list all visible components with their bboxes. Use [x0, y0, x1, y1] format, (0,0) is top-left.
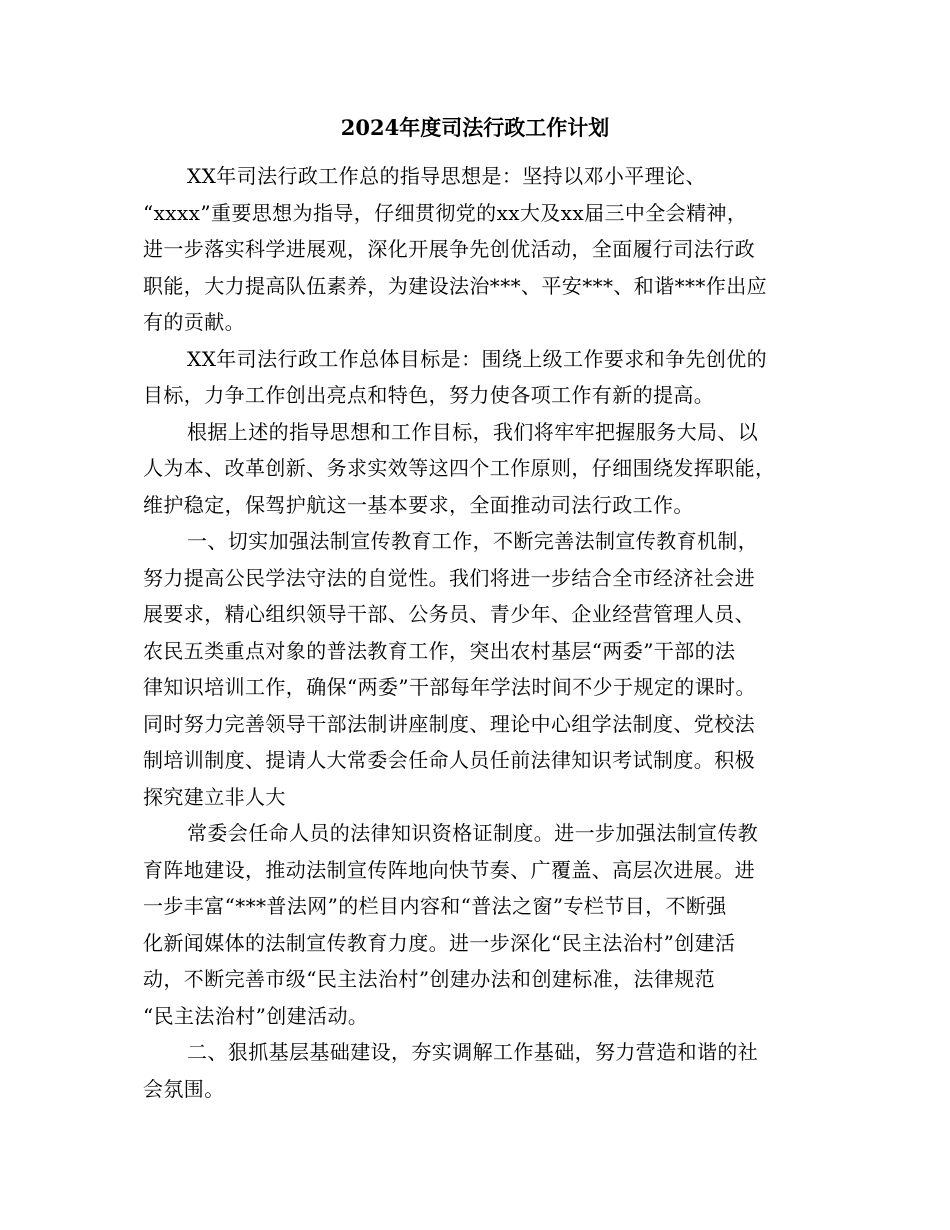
text-line: 职能，大力提高队伍素养，为建设法治***、平安***、和谐***作出应 [143, 273, 767, 298]
text-line: 维护稳定，保驾护航这一基本要求，全面推动司法行政工作。 [143, 492, 694, 517]
text-line: 探究建立非人大 [143, 784, 286, 809]
text-line: XX年司法行政工作总的指导思想是：坚持以邓小平理论、 [187, 164, 706, 188]
paragraph-principles [143, 414, 808, 524]
text-line: 二、狠抓基层基础建设，夯实调解工作基础，努力营造和谐的社 [187, 1040, 759, 1064]
text-line: 同时努力完善领导干部法制讲座制度、理论中心组学法制度、党校法 [143, 711, 755, 736]
text-line: 展要求，精心组织领导干部、公务员、青少年、企业经营管理人员、 [143, 602, 755, 626]
text-line: 农民五类重点对象的普法教育工作，突出农村基层“两委”干部的法 [143, 638, 736, 663]
text-line: 制培训制度、提请人大常委会任命人员任前法律知识考试制度。积极 [143, 748, 755, 772]
document-body [143, 158, 808, 1107]
text-line: 进一步落实科学进展观，深化开展争先创优活动，全面履行司法行政 [143, 237, 755, 261]
text-line: 动，不断完善市级“民主法治村”创建办法和创建标准，法律规范 [143, 967, 716, 991]
text-line: XX年司法行政工作总体目标是：围绕上级工作要求和争先创优的 [187, 346, 768, 371]
text-line: 一、切实加强法制宣传教育工作，不断完善法制宣传教育机制， [187, 529, 759, 553]
text-line: 人为本、改革创新、务求实效等这四个工作原则，仔细围绕发挥职能， [143, 456, 776, 480]
paragraph-overall-goal [143, 341, 808, 414]
paragraph-section-two [143, 1034, 808, 1107]
text-line: 一步丰富“***普法网”的栏目内容和“普法之窗”专栏节目，不断强 [143, 894, 727, 918]
text-line: 常委会任命人员的法律知识资格证制度。进一步加强法制宣传教 [187, 821, 759, 845]
text-line: 育阵地建设，推动法制宣传阵地向快节奏、广覆盖、高层次进展。进 [143, 857, 755, 882]
text-line: “xxxx”重要思想为指导，仔细贯彻党的xx大及xx届三中全会精神， [143, 200, 748, 225]
paragraph-section-one [143, 523, 808, 815]
text-line: 化新闻媒体的法制宣传教育力度。进一步深化“民主法治村”创建活 [143, 930, 736, 955]
text-line: “民主法治村”创建活动。 [143, 1003, 369, 1028]
text-line: 努力提高公民学法守法的自觉性。我们将进一步结合全市经济社会进 [143, 565, 755, 590]
paragraph-section-one-continued [143, 815, 808, 1034]
document-title: 2024年度司法行政工作计划 [340, 115, 610, 140]
text-line: 根据上述的指导思想和工作目标，我们将牢牢把握服务大局、以 [187, 419, 759, 444]
paragraph-guiding-ideology [143, 158, 808, 341]
text-line: 有的贡献。 [143, 310, 245, 334]
text-line: 律知识培训工作，确保“两委”干部每年学法时间不少于规定的课时。 [143, 675, 756, 699]
text-line: 会氛围。 [143, 1076, 225, 1101]
text-line: 目标，力争工作创出亮点和特色，努力使各项工作有新的提高。 [143, 383, 715, 407]
